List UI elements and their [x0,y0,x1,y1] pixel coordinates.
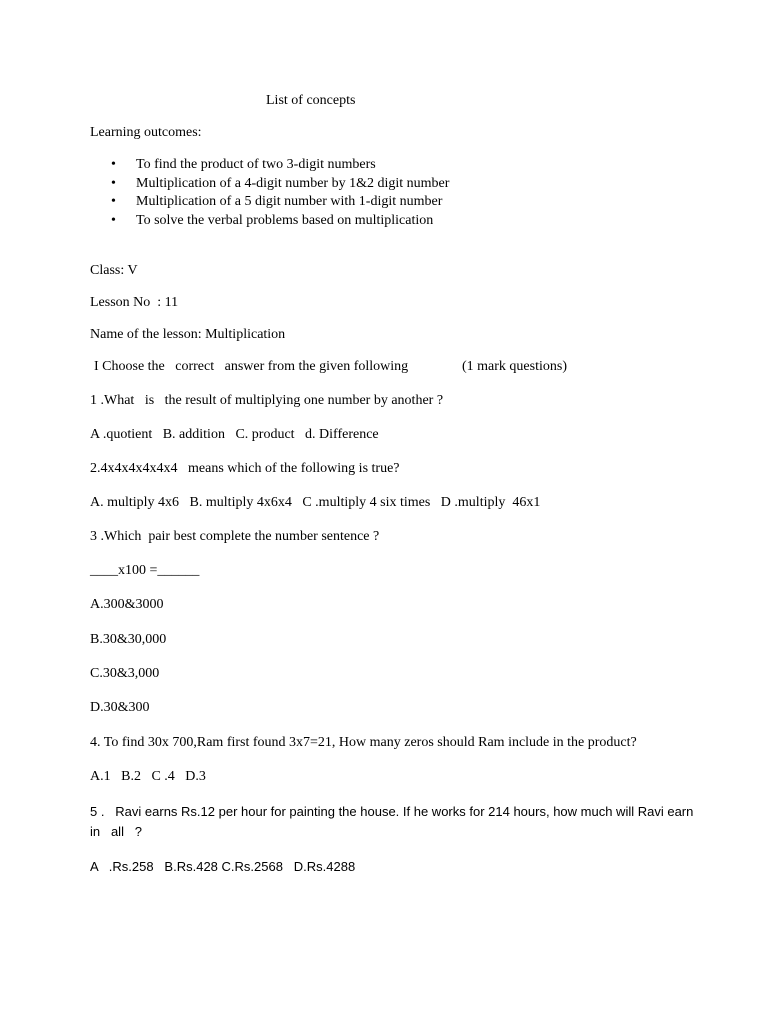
list-item: • Multiplication of a 4-digit number by 1&2 digit number [111,175,450,191]
bullet-icon: • [111,194,116,210]
section-heading: I Choose the correct answer from the given following [94,359,409,374]
bullet-icon: • [111,213,116,229]
class-line: Class: V [90,263,138,278]
learning-outcomes-heading: Learning outcomes: [90,125,202,140]
section-marks: (1 mark questions) [462,359,567,374]
list-item: • To find the product of two 3-digit numbers [111,157,376,172]
question-5-line-2: in all ? [90,824,143,839]
question-3: 3 .Which pair best complete the number sentence ? [90,529,380,544]
question-5-options: A .Rs.258 B.Rs.428 C.Rs.2568 D.Rs.4288 [90,859,356,874]
question-3-sentence: ____x100 =______ [90,563,200,578]
question-1-options: A .quotient B. addition C. product d. Difference [90,427,379,442]
question-2-options: A. multiply 4x6 B. multiply 4x6x4 C .multiply 4 six times D .multiply 46x1 [90,495,541,510]
list-item: • Multiplication of a 5 digit number with 1-digit number [111,194,443,210]
lesson-name-line: Name of the lesson: Multiplication [90,327,286,342]
question-5-line-1: 5 . Ravi earns Rs.12 per hour for painting the house. If he works for 214 hours, how much will Ravi earn [90,804,694,819]
bullet-icon: • [111,157,116,172]
question-4-options: A.1 B.2 C .4 D.3 [90,769,206,784]
question-2: 2.4x4x4x4x4x4 means which of the following is true? [90,461,400,476]
learning-outcomes-list [108,156,449,231]
list-item: • To solve the verbal problems based on multiplication [111,213,434,229]
question-4: 4. To find 30x 700,Ram first found 3x7=21, How many zeros should Ram include in the product? [90,735,637,750]
question-3-option-a: A.300&3000 [90,597,164,612]
lesson-number-line: Lesson No : 11 [90,295,179,310]
question-1: 1 .What is the result of multiplying one number by another ? [90,393,444,408]
question-3-option-c: C.30&3,000 [90,666,160,681]
question-3-option-d: D.30&300 [90,700,150,715]
bullet-icon: • [111,175,116,191]
page-title: List of concepts [266,93,356,108]
question-3-option-b: B.30&30,000 [90,632,167,647]
